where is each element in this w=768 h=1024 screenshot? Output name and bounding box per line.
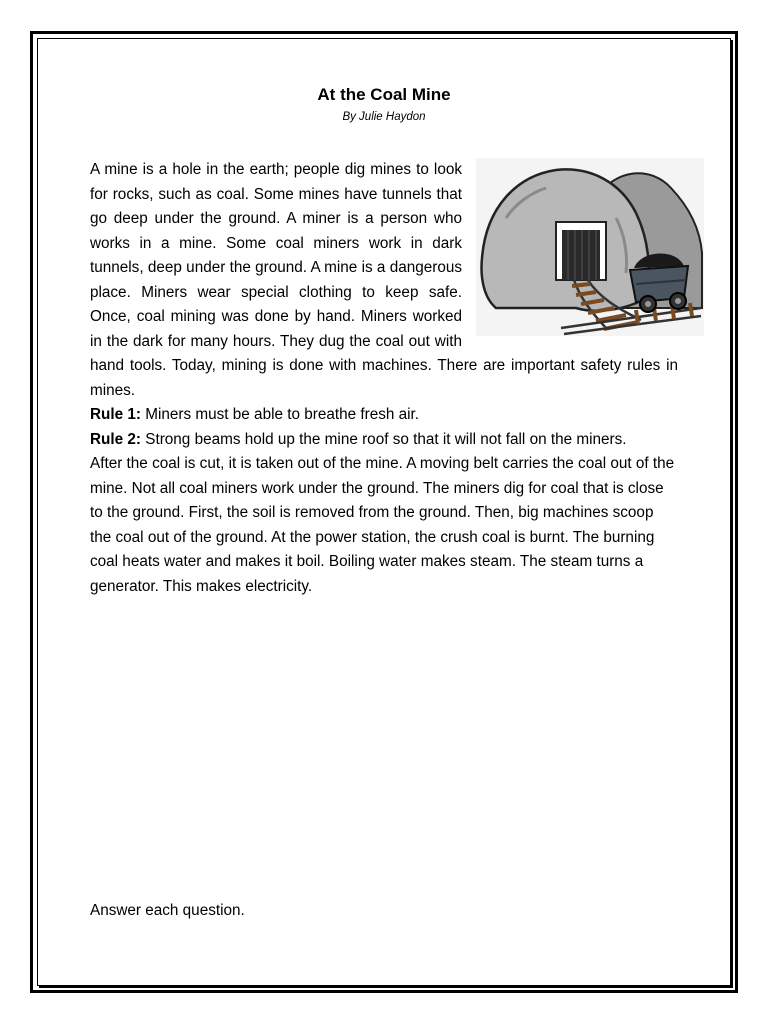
rule-1	[90, 403, 678, 428]
rule-2-label: Rule 2:	[90, 430, 141, 448]
closing-paragraph: After the coal is cut, it is taken out of the mine. A moving belt carries the coal out of the mine. Not all coal miners work under the ground. The miners dig for coal that is close to the ground. First, the soil is removed from the ground. Then, big machines scoop the coal out of the ground. At the power station, the crush coal is burnt. The burning coal heats water and makes it boil. Boiling water makes steam. The steam turns a generator. This makes electricity.	[90, 455, 675, 595]
coal-mine-illustration-icon	[476, 158, 704, 336]
intro-paragraph: A mine is a hole in the earth; people dig mines to look for rocks, such as coal. Some mines have tunnels that go deep under the ground. A miner is a person who works in a mine. Some coal miners work in dark tunnels, deep under the ground. A mine is a dangerous place. Miners wear special clothing to keep safe. Once, coal mining was done by hand. Miners worked in the dark for many hours. They dug the coal out with hand tools. Today, mining is done with machines. There are important safety rules in mines.	[90, 161, 678, 399]
author-byline: By Julie Haydon	[342, 111, 426, 123]
document-title: At the Coal Mine	[317, 85, 451, 104]
rule-2	[90, 428, 678, 453]
rule-2-text: Strong beams hold up the mine roof so that it will not fall on the miners.	[145, 430, 627, 448]
question-prompt: Answer each question.	[90, 902, 245, 919]
rule-1-text: Miners must be able to breathe fresh air.	[145, 406, 420, 423]
rule-1-label: Rule 1:	[90, 406, 141, 423]
article-body	[90, 158, 678, 599]
